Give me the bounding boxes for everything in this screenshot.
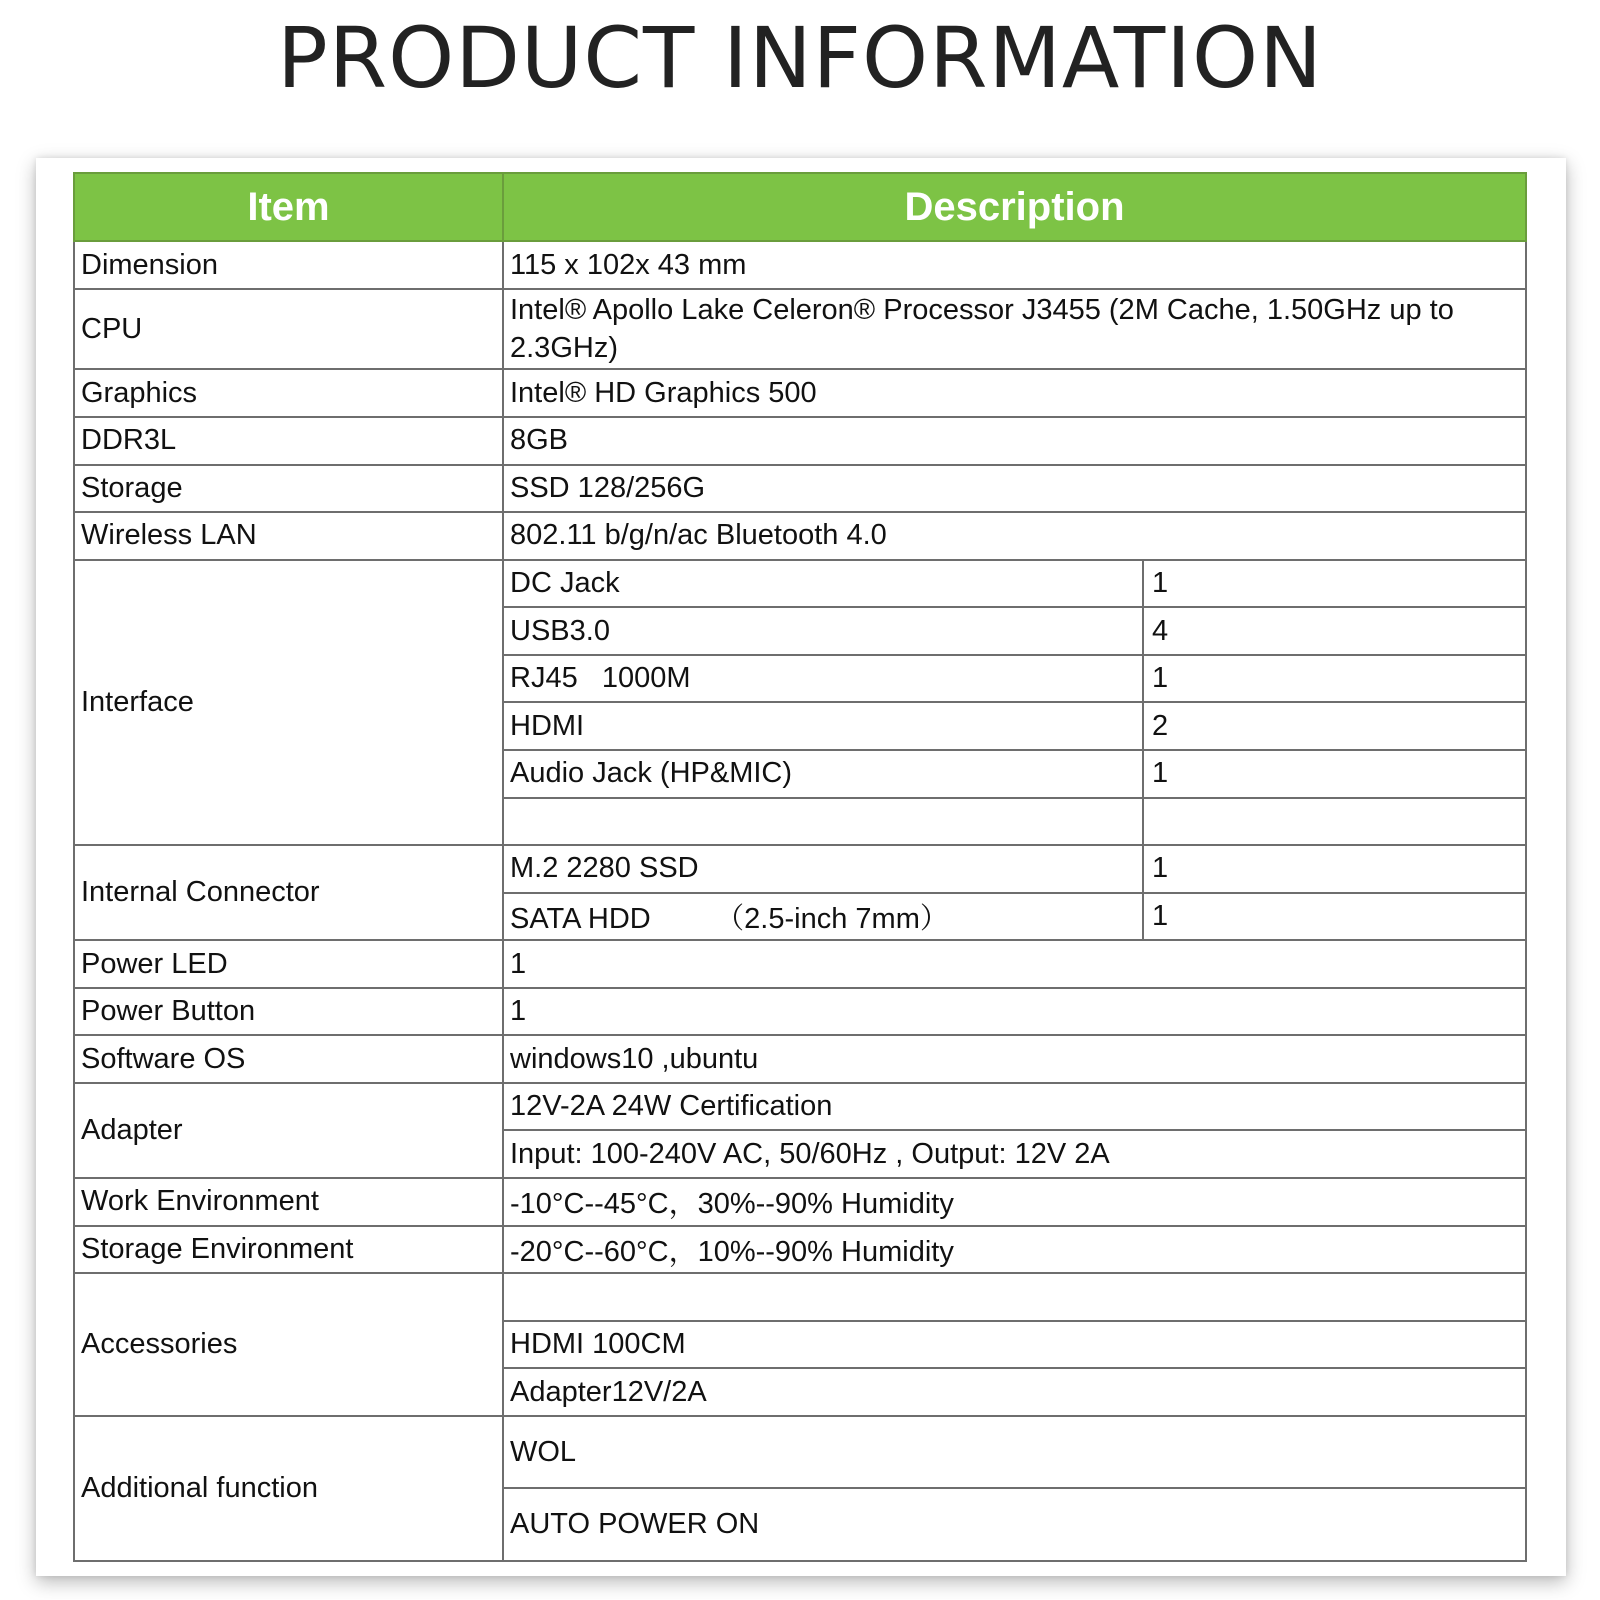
row-value-power-button: 1 bbox=[503, 988, 1526, 1036]
row-value-graphics: Intel® HD Graphics 500 bbox=[503, 369, 1526, 417]
row-label-wireless: Wireless LAN bbox=[74, 512, 503, 560]
table-header-row bbox=[74, 173, 1526, 241]
interface-item-name: HDMI bbox=[503, 702, 1143, 750]
table-row bbox=[74, 241, 1526, 289]
row-label-work-env: Work Environment bbox=[74, 1178, 503, 1226]
row-label-interface: Interface bbox=[74, 560, 503, 845]
table-row bbox=[74, 560, 1526, 608]
row-value-dimension: 115 x 102x 43 mm bbox=[503, 241, 1526, 289]
table-row bbox=[74, 1416, 1526, 1488]
connector-item-count: 1 bbox=[1143, 893, 1526, 941]
row-value-additional: WOL bbox=[503, 1416, 1526, 1488]
interface-item-count: 4 bbox=[1143, 607, 1526, 655]
row-label-dimension: Dimension bbox=[74, 241, 503, 289]
table-row bbox=[74, 417, 1526, 465]
interface-item-count: 2 bbox=[1143, 702, 1526, 750]
row-value-power-led: 1 bbox=[503, 940, 1526, 988]
row-label-storage-env: Storage Environment bbox=[74, 1226, 503, 1274]
row-label-adapter: Adapter bbox=[74, 1083, 503, 1178]
row-label-software-os: Software OS bbox=[74, 1035, 503, 1083]
row-value-additional: AUTO POWER ON bbox=[503, 1488, 1526, 1561]
interface-item-count: 1 bbox=[1143, 750, 1526, 798]
row-label-storage: Storage bbox=[74, 465, 503, 513]
interface-item-name: DC Jack bbox=[503, 560, 1143, 608]
row-label-power-led: Power LED bbox=[74, 940, 503, 988]
row-value-adapter: 12V-2A 24W Certification bbox=[503, 1083, 1526, 1131]
interface-item-name bbox=[503, 798, 1143, 846]
table-row bbox=[74, 369, 1526, 417]
interface-item-count: 1 bbox=[1143, 655, 1526, 703]
table-row bbox=[74, 1178, 1526, 1226]
row-value-accessories: HDMI 100CM bbox=[503, 1321, 1526, 1369]
row-label-graphics: Graphics bbox=[74, 369, 503, 417]
interface-item-name: Audio Jack (HP&MIC) bbox=[503, 750, 1143, 798]
table-row bbox=[74, 1035, 1526, 1083]
row-value-accessories bbox=[503, 1273, 1526, 1321]
header-item: Item bbox=[74, 173, 503, 241]
row-value-wireless: 802.11 b/g/n/ac Bluetooth 4.0 bbox=[503, 512, 1526, 560]
table-row bbox=[74, 512, 1526, 560]
row-label-additional: Additional function bbox=[74, 1416, 503, 1561]
table-row bbox=[74, 289, 1526, 370]
row-value-work-env: -10°C--45°C，30%--90% Humidity bbox=[503, 1178, 1526, 1226]
row-label-ddr3l: DDR3L bbox=[74, 417, 503, 465]
table-row bbox=[74, 1273, 1526, 1321]
table-row bbox=[74, 1083, 1526, 1131]
table-row bbox=[74, 845, 1526, 893]
header-description: Description bbox=[503, 173, 1526, 241]
row-value-storage-env: -20°C--60°C，10%--90% Humidity bbox=[503, 1226, 1526, 1274]
row-value-accessories: Adapter12V/2A bbox=[503, 1368, 1526, 1416]
row-label-power-button: Power Button bbox=[74, 988, 503, 1036]
row-label-internal-connector: Internal Connector bbox=[74, 845, 503, 940]
row-value-ddr3l: 8GB bbox=[503, 417, 1526, 465]
row-label-cpu: CPU bbox=[74, 289, 503, 370]
row-value-storage: SSD 128/256G bbox=[503, 465, 1526, 513]
table-row bbox=[74, 465, 1526, 513]
row-value-adapter: Input: 100-240V AC, 50/60Hz , Output: 12V 2A bbox=[503, 1130, 1526, 1178]
row-value-cpu: Intel® Apollo Lake Celeron® Processor J3455 (2M Cache, 1.50GHz up to 2.3GHz) bbox=[503, 289, 1526, 370]
table-row bbox=[74, 1226, 1526, 1274]
row-value-software-os: windows10 ,ubuntu bbox=[503, 1035, 1526, 1083]
connector-item-count: 1 bbox=[1143, 845, 1526, 893]
page-title: PRODUCT INFORMATION bbox=[277, 9, 1323, 107]
row-label-accessories: Accessories bbox=[74, 1273, 503, 1416]
interface-item-name: USB3.0 bbox=[503, 607, 1143, 655]
table-row bbox=[74, 940, 1526, 988]
table-row bbox=[74, 988, 1526, 1036]
interface-item-count: 1 bbox=[1143, 560, 1526, 608]
interface-item-name: RJ45 1000M bbox=[503, 655, 1143, 703]
interface-item-count bbox=[1143, 798, 1526, 846]
connector-item-name: SATA HDD （2.5-inch 7mm） bbox=[503, 893, 1143, 941]
spec-table bbox=[73, 172, 1527, 1562]
connector-item-name: M.2 2280 SSD bbox=[503, 845, 1143, 893]
